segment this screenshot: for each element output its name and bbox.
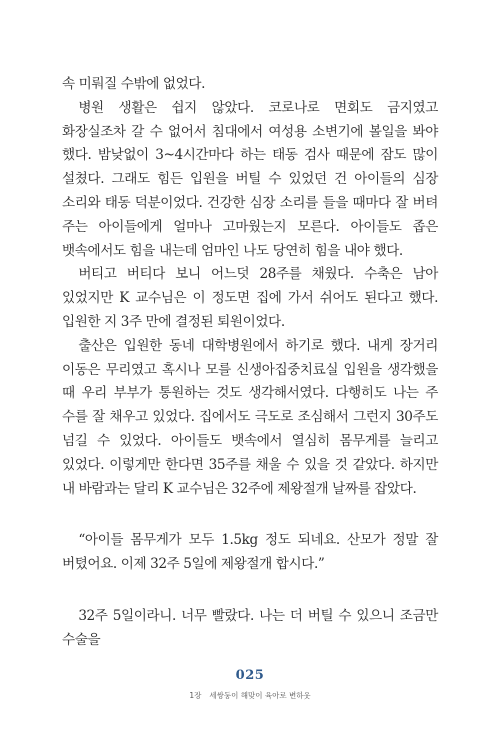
paragraph-final: 32주 5일이라니. 너무 빨랐다. 나는 더 버틸 수 있으니 조금만 수술을 (62, 608, 438, 648)
quote-block (62, 529, 438, 577)
running-footer (0, 690, 500, 701)
page-number: 025 (235, 668, 265, 683)
paragraph-hospital-life: 병원 생활은 쉽지 않았다. 코로나로 면회도 금지였고 화장실조차 갈 수 없어서 침대에서 여성용 소변기에 볼일을 봐야 했다. 밤낮없이 3~4시간마다 하는 태동 검사 때문에 잠도 많이 설쳤다. 그래도 힘든 입원을 버틸 수 있었던 건 아이들의 심장 소리와 태동 덕분이었다. 건강한 심장 소리를 들을 때마다 잘 버텨 주는 아이들에게 얼마나 고마웠는지 모른다. 아이들도 좁은 뱃속에서도 힘을 내는데 엄마인 나도 당연히 힘을 내야 했다. (62, 99, 438, 259)
body-text (62, 73, 438, 501)
paragraph-discharge: 버티고 버티다 보니 어느덧 28주를 채웠다. 수축은 남아 있었지만 K 교수님은 이 정도면 집에 가서 쉬어도 된다고 했다. 입원한 지 3주 만에 결정된 퇴원이었다. (62, 266, 438, 330)
chapter-number: 1장 (189, 691, 202, 700)
doctor-quote: “아이들 몸무게가 모두 1.5kg 정도 되네요. 산모가 정말 잘 버텼어요. 이제 32주 5일에 제왕절개 합시다.” (62, 532, 438, 572)
paragraph-continuation: 속 미뤄질 수밖에 없었다. (62, 76, 205, 92)
final-text-block (62, 605, 438, 653)
chapter-title: 세쌍둥이 해맞이 육아로 변하웃 (209, 691, 311, 700)
paragraph-delivery-plan: 출산은 입원한 동네 대학병원에서 하기로 했다. 내게 장거리 이동은 무리였고 혹시나 모를 신생아집중치료실 입원을 생각했을 때 우리 부부가 통원하는 것도 생각해서였다. 다행히도 나는 주 수를 잘 채우고 있었다. 집에서도 극도로 조심해서 그런지 30주도 넘길 수 있었다. 아이들도 뱃속에서 열심히 몸무게를 늘리고 있었다. 이렇게만 한다면 35주를 채울 수 있을 것 같았다. 하지만 내 바람과는 달리 K 교수님은 32주에 제왕절개 날짜를 잡았다. (62, 337, 438, 497)
